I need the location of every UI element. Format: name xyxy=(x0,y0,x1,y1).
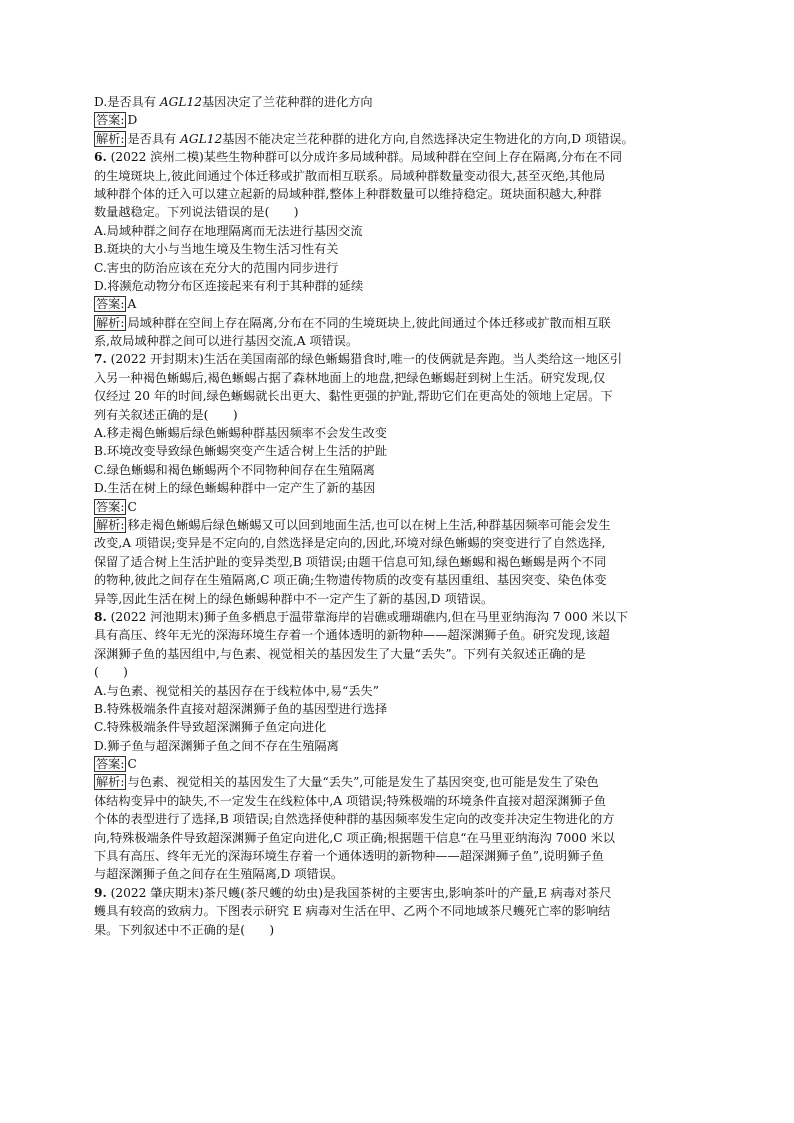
text-line xyxy=(94,222,706,240)
line-text: D.将濒危动物分布区连接起来有利于其种群的延续 xyxy=(94,278,364,293)
line-text: (2022 肇庆期末)茶尺蠖(茶尺蠖的幼虫)是我国茶树的主要害虫,影响茶叶的产量,E 病毒对茶尺 xyxy=(106,885,612,900)
line-text: C.特殊极端条件导致超深渊狮子鱼定向进化 xyxy=(94,720,327,735)
text-line xyxy=(94,553,706,571)
answer-line xyxy=(94,295,706,313)
text-line xyxy=(94,847,706,865)
label-box: 解析: xyxy=(96,131,125,146)
line-text: 的物种,彼此之间存在生殖隔离,C 项正确;生物遗传物质的改变有基因重组、基因突变、染色体变 xyxy=(94,573,607,588)
text-line xyxy=(94,424,706,442)
line-text: 改变,A 项错误;变异是不定向的,自然选择是定向的,因此,环境对绿色蜥蜴的突变进行了自然选择, xyxy=(94,536,606,551)
text-line xyxy=(94,259,706,277)
line-text: 异等,因此生活在树上的绿色蜥蜴种群中不一定产生了新的基因,D 项错误。 xyxy=(94,591,494,606)
analysis-line xyxy=(94,773,706,791)
line-text: B.特殊极端条件直接对超深渊狮子鱼的基因型进行选择 xyxy=(94,701,388,716)
line-text: (2022 河池期末)狮子鱼多栖息于温带靠海岸的岩礁或珊瑚礁内,但在马里亚纳海沟 7 000 米以下 xyxy=(106,609,629,624)
line-text: D xyxy=(127,113,138,128)
analysis-line xyxy=(94,516,706,534)
gene-name: AGL12 xyxy=(180,131,223,146)
question-line xyxy=(94,350,706,368)
line-text: 与超深渊狮子鱼之间存在生殖隔离,D 项错误。 xyxy=(94,867,344,882)
text-line xyxy=(94,93,706,111)
text-line xyxy=(94,203,706,221)
line-text: 体结构变异中的缺失,不一定发生在线粒体中,A 项错误;特殊极端的环境条件直接对超深渊狮子鱼 xyxy=(94,793,607,808)
text-segment: 基因决定了兰花种群的进化方向 xyxy=(201,95,373,109)
line-text: 下具有高压、终年无光的深海环境生存着一个通体透明的新物种——超深渊狮子鱼”,说明狮子鱼 xyxy=(94,849,604,864)
question-line xyxy=(94,884,706,902)
text-line xyxy=(94,810,706,828)
text-line xyxy=(94,682,706,700)
analysis-line xyxy=(94,130,706,148)
question-number: 7. xyxy=(94,352,107,367)
text-line xyxy=(94,369,706,387)
line-text: 数量越稳定。下列说法错误的是( ) xyxy=(94,205,299,220)
text-line xyxy=(94,792,706,810)
line-text: 仅经过 20 年的时间,绿色蜥蜴就长出更大、黏性更强的护趾,帮助它们在更高处的领地上定居。下 xyxy=(94,389,613,404)
label-box: 答案: xyxy=(96,113,125,128)
question-line xyxy=(94,148,706,166)
text-line xyxy=(94,829,706,847)
line-text: 深渊狮子鱼的基因组中,与色素、视觉相关的基因发生了大量“丢失”。下列有关叙述正确的是 xyxy=(94,646,586,661)
text-line xyxy=(94,663,706,681)
text-line xyxy=(94,571,706,589)
line-text: C xyxy=(127,499,137,514)
text-line xyxy=(94,387,706,405)
line-text: B.环境改变导致绿色蜥蜴突变产生适合树上生活的护趾 xyxy=(94,444,388,459)
line-text: B.斑块的大小与当地生境及生物生活习性有关 xyxy=(94,242,339,257)
line-text: 列有关叙述正确的是( ) xyxy=(94,407,238,422)
text-line xyxy=(94,902,706,920)
label-box: 答案: xyxy=(96,499,125,514)
label-box: 答案: xyxy=(96,297,125,312)
label-box: 解析: xyxy=(96,517,125,532)
text-line xyxy=(94,406,706,424)
line-text: A.移走褐色蜥蜴后绿色蜥蜴种群基因频率不会发生改变 xyxy=(94,426,387,441)
line-text: 蠖具有较高的致病力。下图表示研究 E 病毒对生活在甲、乙两个不同地域茶尺蠖死亡率的影响结 xyxy=(94,904,611,919)
text-line xyxy=(94,277,706,295)
line-text: ( ) xyxy=(94,665,128,680)
line-text: 域种群个体的迁入可以建立起新的局域种群,整体上种群数量可以维持稳定。斑块面积越大,种群 xyxy=(94,186,602,201)
answer-line xyxy=(94,755,706,773)
line-text: 个体的表型进行了选择,B 项错误;自然选择使种群的基因频率发生定向的改变并决定生物进化的方 xyxy=(94,812,615,827)
line-text: 果。下列叙述中不正确的是( ) xyxy=(94,922,275,937)
text-line xyxy=(94,167,706,185)
text-line xyxy=(94,461,706,479)
document-body xyxy=(94,93,706,939)
line-text: 向,特殊极端条件导致超深渊狮子鱼定向进化,C 项正确;根据题干信息“在马里亚纳海沟 7000 米以 xyxy=(94,830,615,845)
line-text: 移走褐色蜥蜴后绿色蜥蜴又可以回到地面生活,也可以在树上生活,种群基因频率可能会发生 xyxy=(127,517,611,532)
text-line xyxy=(94,718,706,736)
text-line xyxy=(94,240,706,258)
line-text: 与色素、视觉相关的基因发生了大量“丢失”,可能是发生了基因突变,也可能是发生了染色 xyxy=(127,775,599,790)
text-line xyxy=(94,534,706,552)
text-line xyxy=(94,921,706,939)
label-box: 答案: xyxy=(96,757,125,772)
question-number: 8. xyxy=(94,609,107,624)
text-line xyxy=(94,442,706,460)
text-line xyxy=(94,590,706,608)
answer-line xyxy=(94,111,706,129)
line-text: A.局域种群之间存在地理隔离而无法进行基因交流 xyxy=(94,223,363,238)
line-text: 保留了适合树上生活护趾的变异类型,B 项错误;由题干信息可知,绿色蜥蜴和褐色蜥蜴是两个不同 xyxy=(94,554,607,569)
text-segment: 是否具有 xyxy=(127,131,181,146)
text-line xyxy=(94,332,706,350)
text-line xyxy=(94,645,706,663)
text-line xyxy=(94,626,706,644)
text-line xyxy=(94,737,706,755)
line-text: 具有高压、终年无光的深海环境生存着一个通体透明的新物种——超深渊狮子鱼。研究发现,该超 xyxy=(94,628,610,643)
line-text: 入另一种褐色蜥蜴后,褐色蜥蜴占据了森林地面上的地盘,把绿色蜥蜴赶到树上生活。研究发现,仅 xyxy=(94,370,606,385)
line-text: A xyxy=(127,297,137,312)
text-segment: D.是否具有 xyxy=(94,95,160,109)
label-box: 解析: xyxy=(96,775,125,790)
gene-name: AGL12 xyxy=(159,95,202,109)
analysis-line xyxy=(94,314,706,332)
text-line xyxy=(94,865,706,883)
text-line xyxy=(94,185,706,203)
question-number: 9. xyxy=(94,885,107,900)
line-text: 局域种群在空间上存在隔离,分布在不同的生境斑块上,彼此间通过个体迁移或扩散而相互联 xyxy=(127,315,611,330)
text-segment: 基因不能决定兰花种群的进化方向,自然选择决定生物进化的方向,D 项错误。 xyxy=(222,131,634,146)
question-number: 6. xyxy=(94,150,107,165)
text-line xyxy=(94,479,706,497)
line-text: C.绿色蜥蜴和褐色蜥蜴两个不同物种间存在生殖隔离 xyxy=(94,462,375,477)
line-text: C xyxy=(127,757,137,772)
line-text: (2022 开封期末)生活在美国南部的绿色蜥蜴猎食时,唯一的伎俩就是奔跑。当人类给这一地区引 xyxy=(106,352,623,367)
line-text: (2022 滨州二模)某些生物种群可以分成许多局域种群。局域种群在空间上存在隔离,分布在不同 xyxy=(106,150,623,165)
line-text: D.狮子鱼与超深渊狮子鱼之间不存在生殖隔离 xyxy=(94,738,339,753)
answer-line xyxy=(94,498,706,516)
line-text: 系,故局域种群之间可以进行基因交流,A 项错误。 xyxy=(94,334,359,349)
question-line xyxy=(94,608,706,626)
line-text: D.生活在树上的绿色蜥蜴种群中一定产生了新的基因 xyxy=(94,481,376,496)
text-line xyxy=(94,700,706,718)
line-text: C.害虫的防治应该在充分大的范围内同步进行 xyxy=(94,260,339,275)
line-text: 的生境斑块上,彼此间通过个体迁移或扩散而相互联系。局域种群数量变动很大,甚至灭绝,其他局 xyxy=(94,168,606,183)
line-text: A.与色素、视觉相关的基因存在于线粒体中,易“丢失” xyxy=(94,683,379,698)
label-box: 解析: xyxy=(96,315,125,330)
